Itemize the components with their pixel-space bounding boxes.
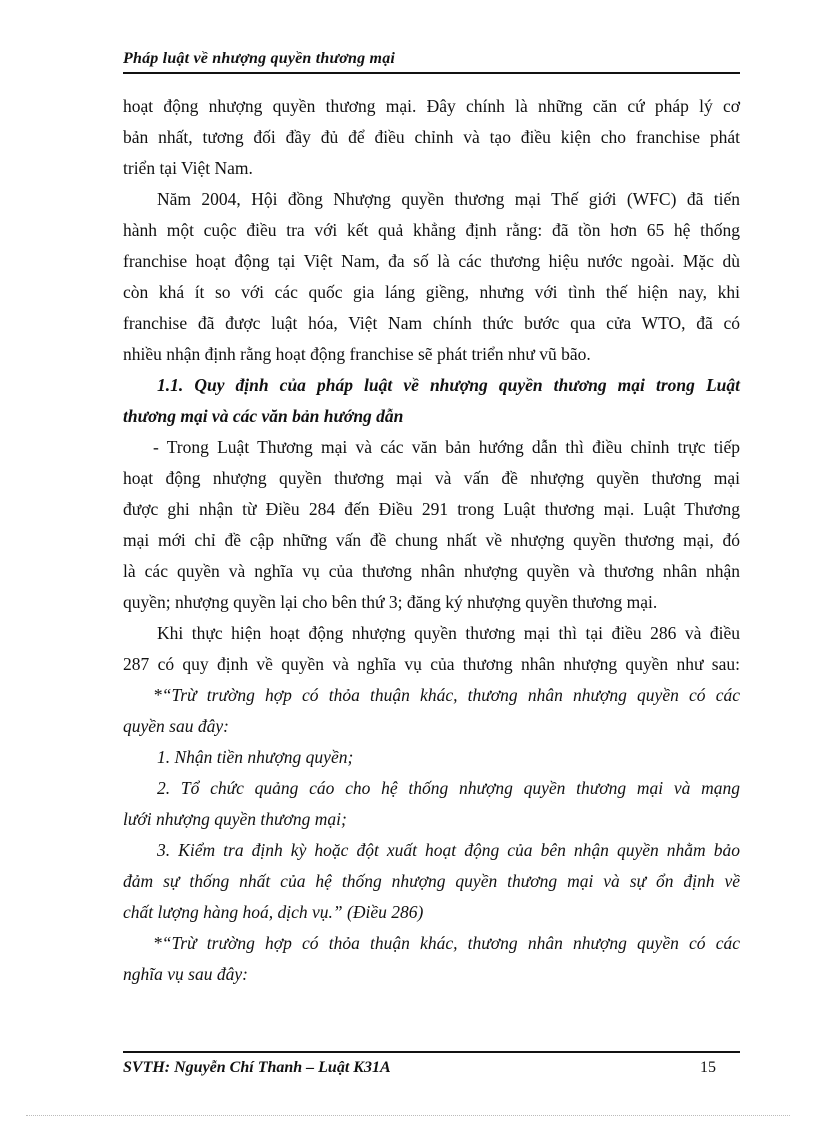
quote-line: nghĩa vụ sau đây: (123, 964, 248, 984)
body-line: hành một cuộc điều tra với kết quả khẳng định rằng: đã tồn hơn 65 hệ thống (123, 220, 740, 240)
quote-list-item: 2. Tổ chức quảng cáo cho hệ thống nhượng quyền thương mại và mạng (157, 778, 740, 798)
body-line: triển tại Việt Nam. (123, 158, 253, 178)
body-line: franchise đã được luật hóa, Việt Nam chính thức bước qua cửa WTO, đã có (123, 313, 740, 333)
quote-line: chất lượng hàng hoá, dịch vụ.” (Điều 286) (123, 902, 424, 922)
paragraph-start-line: Năm 2004, Hội đồng Nhượng quyền thương mại Thế giới (WFC) đã tiến (157, 189, 740, 209)
body-line: nhiều nhận định rằng hoạt động franchise sẽ phát triển như vũ bão. (123, 344, 591, 364)
body-line: còn khá ít so với các quốc gia láng giềng, nhưng với tình thế hiện nay, khi (123, 282, 740, 302)
body-line: 287 có quy định về quyền và nghĩa vụ của thương nhân nhượng quyền như sau: (123, 654, 740, 674)
page-footer (123, 1051, 740, 1083)
body-line: quyền; nhượng quyền lại cho bên thứ 3; đăng ký nhượng quyền thương mại. (123, 592, 658, 612)
quote-line: lưới nhượng quyền thương mại; (123, 809, 347, 829)
quote-line: *“Trừ trường hợp có thỏa thuận khác, thương nhân nhượng quyền có các (153, 685, 740, 705)
paragraph-start-line: Khi thực hiện hoạt động nhượng quyền thương mại thì tại điều 286 và điều (157, 623, 740, 643)
body-line: được ghi nhận từ Điều 284 đến Điều 291 trong Luật thương mại. Luật Thương (123, 499, 740, 519)
body-line: hoạt động nhượng quyền thương mại và vấn đề nhượng quyền thương mại (123, 468, 740, 488)
quote-line: *“Trừ trường hợp có thỏa thuận khác, thương nhân nhượng quyền có các (153, 933, 740, 953)
section-heading-continuation: thương mại và các văn bản hướng dẫn (123, 406, 404, 426)
footer-author: SVTH: Nguyễn Chí Thanh – Luật K31A (123, 1059, 391, 1076)
document-body (123, 91, 740, 990)
header-title: Pháp luật về nhượng quyền thương mại (123, 50, 396, 67)
body-line: mại mới chỉ đề cập những vấn đề chung nhất về nhượng quyền thương mại, đó (123, 530, 740, 550)
paragraph-start-line: - Trong Luật Thương mại và các văn bản hướng dẫn thì điều chỉnh trực tiếp (153, 437, 740, 457)
section-heading: 1.1. Quy định của pháp luật về nhượng quyền thương mại trong Luật (157, 375, 740, 395)
body-line: bản nhất, tương đối đầy đủ để điều chỉnh và tạo điều kiện cho franchise phát (123, 127, 740, 147)
quote-line: đảm sự thống nhất của hệ thống nhượng quyền thương mại và sự ổn định về (123, 871, 740, 891)
quote-list-item: 3. Kiểm tra định kỳ hoặc đột xuất hoạt động của bên nhận quyền nhằm bảo (157, 840, 740, 860)
page-edge-divider (26, 1115, 790, 1116)
body-line: hoạt động nhượng quyền thương mại. Đây chính là những căn cứ pháp lý cơ (123, 96, 740, 116)
page-header (123, 46, 740, 74)
quote-line: quyền sau đây: (123, 716, 229, 736)
body-line: franchise hoạt động tại Việt Nam, đa số là các thương hiệu nước ngoài. Mặc dù (123, 251, 740, 271)
body-line: là các quyền và nghĩa vụ của thương nhân nhượng quyền và thương nhân nhận (123, 561, 740, 581)
quote-list-item: 1. Nhận tiền nhượng quyền; (157, 747, 354, 767)
page-number: 15 (700, 1059, 716, 1076)
